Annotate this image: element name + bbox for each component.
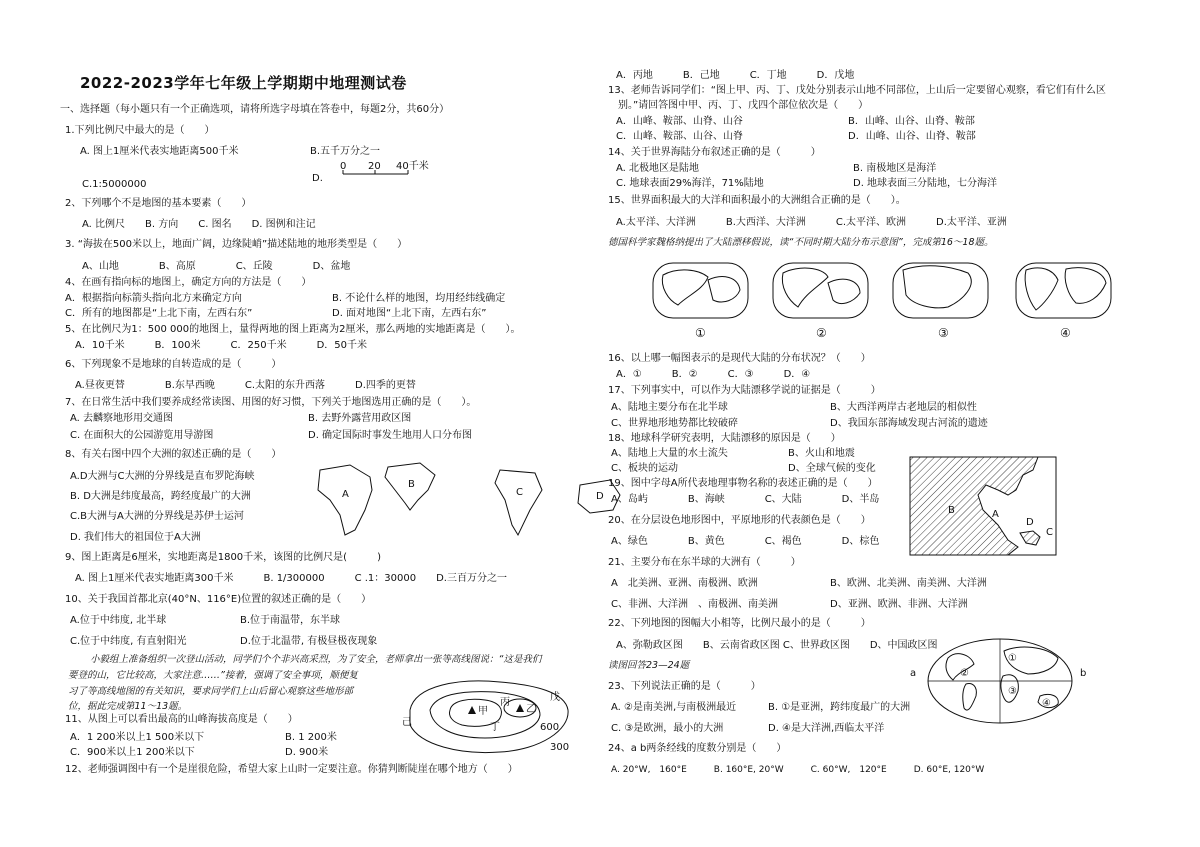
drift-label-2: ② [816, 326, 827, 340]
question-22: 22、下列地图的图幅大小相等，比例尺最小的是（ ） [608, 618, 871, 629]
q11-option-a: A．1 200米以上1 500米以下 [70, 732, 205, 743]
q18-option-b: B、火山和地震 [788, 448, 855, 459]
q16-options: A．① B．② C．③ D．④ [616, 369, 811, 380]
scale-bar-figure [338, 160, 448, 182]
contour-label-ji: 己 [402, 717, 412, 728]
americas-map-figure [908, 455, 1058, 557]
question-15: 15、世界面积最大的大洋和面积最小的大洲组合正确的是（ ）。 [608, 195, 906, 206]
question-5: 5、在比例尺为1：500 000的地图上，量得两地的图上距离为2厘米，那么两地的实地距离是（ ）。 [65, 324, 521, 335]
question-12: 12、老师强调图中有一个是崖很危险，希望大家上山时一定要注意。你猜判断陡崖在哪个地方（ ） [65, 764, 518, 775]
q23-option-d: D. ④是大洋洲,西临太平洋 [768, 723, 885, 734]
question-17: 17、下列事实中，可以作为大陆漂移学说的证据是（ ） [608, 385, 881, 396]
question-8: 8、有关右图中四个大洲的叙述正确的是（ ） [65, 449, 282, 460]
q7-option-c: C. 在面积大的公园游览用导游图 [70, 430, 214, 441]
contour-label-300: 300 [550, 742, 570, 753]
q24-options: A. 20°W, 160°E B. 160°E, 20°W C. 60°W, 120°E D. 60°E, 120°W [611, 765, 985, 775]
q15-options: A.太平洋、大洋洲 B.大西洋、大洋洲 C.太平洋、欧洲 D.太平洋、亚洲 [616, 217, 1007, 228]
question-23: 23、下列说法正确的是（ ） [608, 681, 761, 692]
passage-line-3: 习了等高线地图的有关知识，要求同学们上山后留心观察这些地形部 [68, 686, 354, 697]
q17-option-d: D、我国东部海域发现古河流的遗迹 [830, 418, 988, 429]
q21-option-b: B、欧洲、北美洲、南美洲、大洋洲 [830, 578, 987, 589]
q14-option-b: B. 南极地区是海洋 [853, 163, 937, 174]
q7-option-d: D. 确定国际时事发生地用人口分布图 [308, 430, 473, 441]
q14-option-a: A. 北极地区是陆地 [616, 163, 700, 174]
continent-label-b: B [408, 479, 415, 490]
q23-option-a: A. ②是南美洲,与南极洲最近 [611, 702, 737, 713]
q1-option-d: D. [312, 173, 323, 184]
contour-map-figure [400, 670, 580, 760]
q4-option-a: A．根据指向标箭头指向北方来确定方向 [65, 293, 242, 304]
q4-option-d: D. 面对地图“上北下南，左西右东” [332, 308, 487, 319]
q20-options: A、绿色 B、黄色 C、褐色 D、棕色 [611, 536, 880, 547]
left-column [60, 0, 640, 847]
contour-label-yi: 乙 [526, 704, 536, 715]
q10-option-a: A.位于中纬度, 北半球 [70, 615, 167, 626]
q21-option-c: C、非洲、大洋洲 、南极洲、南美洲 [611, 599, 778, 610]
continent-label-c: C [516, 487, 523, 498]
q23-24-intro: 读图回答23—24题 [608, 660, 690, 671]
q17-option-c: C、世界地形地势都比较破碎 [611, 418, 738, 429]
drift-map-1 [653, 263, 748, 318]
q11-option-c: C．900米以上1 200米以下 [70, 747, 195, 758]
world-label-a: a [910, 668, 917, 679]
question-19: 19、图中字母A所代表地理事物名称的表述正确的是（ ） [608, 478, 878, 489]
continent-label-a: A [342, 489, 349, 500]
q21-option-d: D、亚洲、欧洲、非洲、大洋洲 [830, 599, 968, 610]
world-label-2: ② [960, 668, 969, 679]
question-10: 10、关于我国首都北京(40°N、116°E)位置的叙述正确的是（ ） [65, 594, 372, 605]
continent-label-d: D [596, 491, 604, 502]
q10-option-d: D.位于北温带, 有极昼极夜现象 [240, 636, 378, 647]
drift-label-3: ③ [938, 326, 949, 340]
world-label-4: ④ [1042, 698, 1051, 709]
q23-option-c: C. ③是欧洲，最小的大洲 [611, 723, 724, 734]
q8-option-b: B. D大洲是纬度最高，跨经度最广的大洲 [70, 491, 251, 502]
q17-option-b: B、大西洋两岸古老地层的相似性 [830, 402, 977, 413]
q13-option-a: A．山峰、鞍部、山脊、山谷 [616, 116, 743, 127]
q1-option-a: A. 图上1厘米代表实地距离500千米 [80, 146, 239, 157]
question-9: 9、图上距离是6厘米，实地距离是1800千米，该图的比例尺是( ) [65, 552, 381, 563]
question-14: 14、关于世界海陆分布叙述正确的是（ ） [608, 147, 821, 158]
scale-label-20: 20 [368, 161, 381, 172]
contour-label-jia: 甲 [478, 706, 488, 717]
question-11: 11、从图上可以看出最高的山峰海拔高度是（ ） [65, 714, 298, 725]
drift-intro: 德国科学家魏格纳提出了大陆漂移假说，读“不同时期大陆分布示意图”，完成第16～18题。 [608, 237, 994, 248]
question-18: 18、地球科学研究表明，大陆漂移的原因是（ ） [608, 433, 841, 444]
world-map-figure [908, 636, 1088, 726]
question-1: 1.下列比例尺中最大的是（ ） [65, 125, 215, 136]
q22-options: A、弥勒政区图 B、云南省政区图 C、世界政区图 D、中国政区图 [616, 640, 938, 651]
contour-label-600: 600 [540, 722, 560, 733]
question-3: 3. “海拔在500米以上，地面广阔，边缘陡峭”描述陆地的地形类型是（ ） [65, 239, 408, 250]
q7-option-a: A. 去麟察地形用交通图 [70, 413, 174, 424]
q18-option-a: A、陆地上大量的水土流失 [611, 448, 728, 459]
question-21: 21、主要分布在东半球的大洲有（ ） [608, 557, 801, 568]
question-7: 7、在日常生活中我们要养成经常读图、用图的好习惯，下列关于地图选用正确的是（ ）。 [65, 397, 477, 408]
passage-line-4: 位，据此完成第11～13题。 [68, 701, 188, 712]
question-20: 20、在分层设色地形图中，平原地形的代表颜色是（ ） [608, 515, 871, 526]
america-label-b: B [948, 505, 955, 516]
right-column [608, 0, 1188, 847]
q8-option-d: D. 我们伟大的祖国位于A大洲 [70, 532, 201, 543]
continents-figure [310, 455, 640, 545]
contour-label-ding: 丁 [490, 722, 500, 733]
q7-option-b: B. 去野外露营用政区图 [308, 413, 412, 424]
world-label-3: ③ [1008, 686, 1017, 697]
drift-map-3 [893, 263, 988, 318]
section-heading: 一、选择题（每小题只有一个正确选项，请将所选字母填在答卷中，每题2分，共60分） [60, 104, 450, 115]
q18-option-d: D、全球气候的变化 [788, 463, 876, 474]
q19-options: A、岛屿 B、海峡 C、大陆 D、半岛 [611, 494, 880, 505]
q11-option-d: D. 900米 [285, 747, 329, 758]
drift-label-1: ① [695, 326, 706, 340]
question-2: 2、下列哪个不是地图的基本要素（ ） [65, 198, 252, 209]
q3-options: A、山地 B、高原 C、丘陵 D、盆地 [82, 261, 351, 272]
q2-options: A. 比例尺 B. 方向 C. 图名 D. 图例和注记 [82, 219, 316, 230]
drift-label-4: ④ [1060, 326, 1071, 340]
q23-option-b: B. ①是亚洲，跨纬度最广的大洲 [768, 702, 911, 713]
q11-option-b: B. 1 200米 [285, 732, 337, 743]
q6-options: A.昼夜更替 B.东早西晚 C.太阳的东升西落 D.四季的更替 [75, 380, 416, 391]
contour-label-bing: 丙 [500, 697, 510, 708]
q13-option-d: D．山峰、山谷、山脊、鞍部 [848, 131, 976, 142]
scale-label-0: 0 [340, 161, 347, 172]
q12-options: A．丙地 B．己地 C．丁地 D．戊地 [616, 70, 855, 81]
contour-label-wu: 戊 [550, 692, 560, 703]
question-24: 24、a b两条经线的度数分别是（ ） [608, 743, 787, 754]
q14-option-d: D. 地球表面三分陆地，七分海洋 [853, 178, 998, 189]
q10-option-b: B.位于南温带，东半球 [240, 615, 341, 626]
world-label-b: b [1080, 668, 1087, 679]
question-4: 4、在画有指向标的地图上，确定方向的方法是（ ） [65, 277, 312, 288]
q4-option-b: B. 不论什么样的地图，均用经纬线确定 [332, 293, 506, 304]
america-label-a: A [992, 509, 999, 520]
q14-option-c: C. 地球表面29%海洋，71%陆地 [616, 178, 764, 189]
q8-option-a: A.D大洲与C大洲的分界线是直布罗陀海峡 [70, 471, 255, 482]
drift-map-4 [1016, 263, 1111, 318]
q18-option-c: C、板块的运动 [611, 463, 678, 474]
question-16: 16、以上哪一幅图表示的是现代大陆的分布状况？（ ） [608, 353, 871, 364]
q5-options: A．10千米 B．100米 C．250千米 D．50千米 [75, 340, 368, 351]
q13-option-c: C．山峰、鞍部、山谷、山脊 [616, 131, 743, 142]
q9-options: A. 图上1厘米代表实地距离300千米 B. 1/300000 C .1：30000 D.三百万分之一 [75, 573, 507, 584]
question-6: 6、下列现象不是地球的自转造成的是（ ） [65, 359, 282, 370]
q1-option-b: B.五千万分之一 [310, 146, 381, 157]
q21-option-a: A 北美洲、亚洲、南极洲、欧洲 [611, 578, 758, 589]
world-label-1: ① [1008, 653, 1017, 664]
scale-label-40: 40千米 [396, 161, 429, 172]
q1-option-c: C.1:5000000 [82, 179, 147, 190]
q10-option-c: C.位于中纬度, 有直射阳光 [70, 636, 187, 647]
question-13-cont: 别。”请回答图中甲、丙、丁、戊四个部位依次是（ ） [618, 100, 869, 111]
page-title: 2022-2023学年七年级上学期期中地理测试卷 [80, 74, 407, 92]
q13-option-b: B．山峰、山谷、山脊、鞍部 [848, 116, 975, 127]
q17-option-a: A、陆地主要分布在北半球 [611, 402, 728, 413]
continental-drift-figure [648, 255, 1178, 345]
passage-line-1: 小毅组上准备组织一次登山活动，同学们个个非兴高采烈，为了安全，老师拿出一张等高线图说：“这是我们 [90, 654, 542, 665]
america-label-c: C [1046, 527, 1053, 538]
passage-line-2: 要登的山，它比较高，大家注意……”接着，强调了安全事项，顺便复 [68, 670, 358, 681]
question-13: 13、老师告诉同学们：“图上甲、丙、丁、戊处分别表示山地不同部位，上山后一定要留心观察，看它们有什么区 [608, 85, 1106, 96]
america-label-d: D [1026, 517, 1034, 528]
q4-option-c: C．所有的地图都是“上北下南，左西右东” [65, 308, 253, 319]
drift-map-2 [773, 263, 868, 318]
q8-option-c: C.B大洲与A大洲的分界线是苏伊士运河 [70, 511, 244, 522]
